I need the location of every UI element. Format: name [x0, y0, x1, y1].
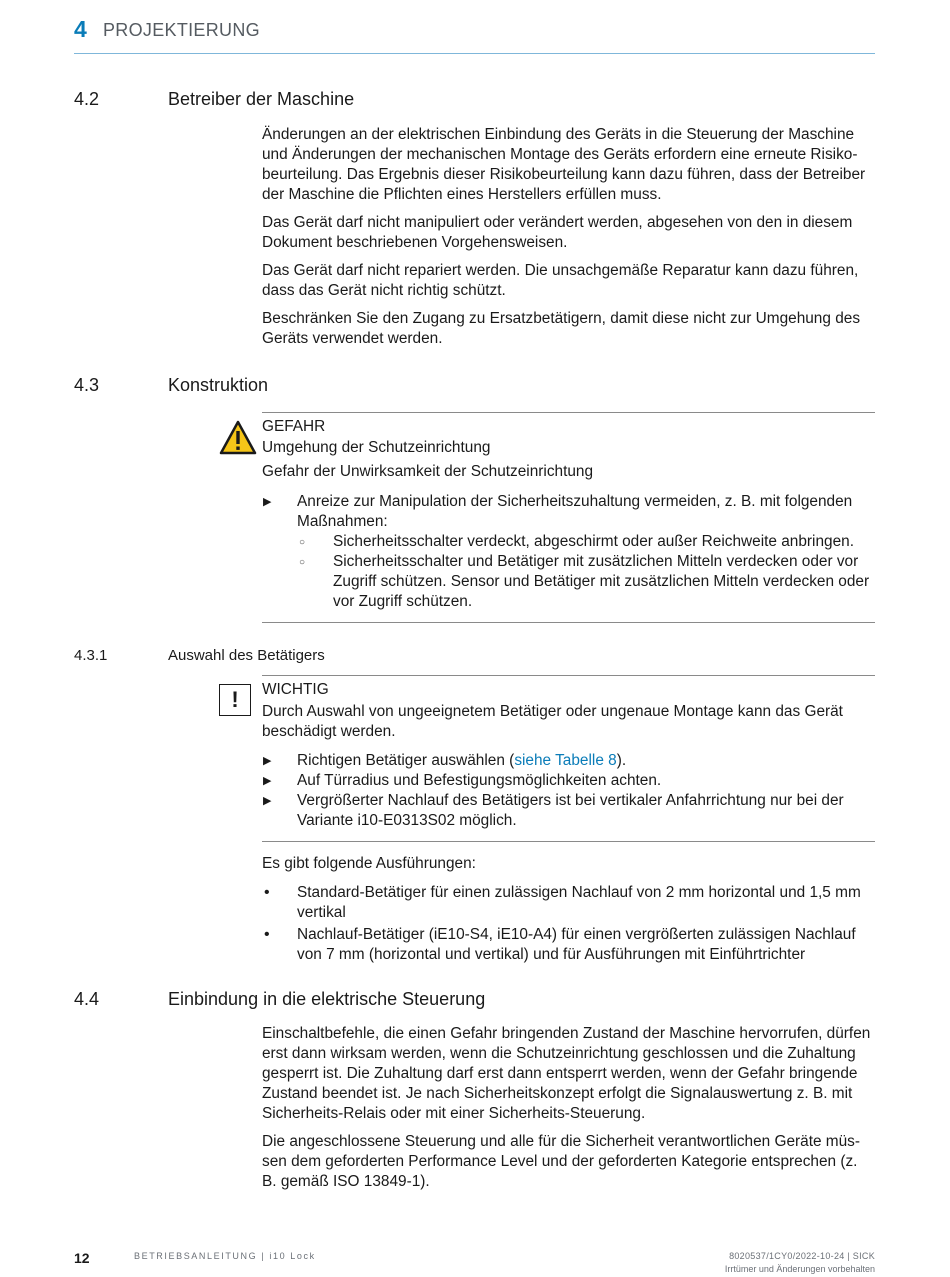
- exclamation-box-icon: !: [219, 684, 251, 716]
- section-body: [262, 125, 875, 357]
- section-number: 4.4: [74, 989, 100, 1009]
- header-divider: [74, 53, 875, 54]
- chapter-title: PROJEKTIERUNG: [103, 20, 260, 40]
- important-label: WICHTIG: [262, 681, 329, 698]
- list-item-text: Anreize zur Manipulation der Sicherheitszuhaltung vermeiden, z. B. mit folgenden Maßnahmen:: [297, 493, 853, 530]
- list-item: • Standard-Betätiger für einen zulässigen Nachlauf von 2 mm horizontal und 1,5 mm vertikal: [262, 883, 875, 923]
- danger-line: Gefahr der Unwirksamkeit der Schutzeinrichtung: [262, 463, 594, 480]
- list-item: • Nachlauf-Betätiger (iE10-S4, iE10-A4) für einen vergrößerten zulässigen Nachlauf von 7 mm (horizontal und vertikal) und für Ausführungen mit Einführtrichter: [262, 925, 875, 965]
- paragraph: Die angeschlossene Steuerung und alle für die Sicherheit verantwortlichen Geräte müssen dem geforderten Performance Level und der geforderten Kategorie entsprechen (z. B. gemäß ISO 13849-1).: [262, 1133, 861, 1190]
- section-title: Konstruktion: [168, 375, 269, 395]
- section-title: Einbindung in die elektrische Steuerung: [168, 989, 486, 1009]
- sub-list-item: ○ Sicherheitsschalter verdeckt, abgeschirmt oder außer Reichweite anbringen.: [297, 532, 875, 552]
- danger-line: Umgehung der Schutzeinrichtung: [262, 439, 491, 456]
- chapter-number: 4: [74, 16, 87, 42]
- section-title: Betreiber der Maschine: [168, 89, 355, 109]
- subsection-title: Auswahl des Betätigers: [168, 647, 325, 664]
- important-measures: [262, 751, 875, 831]
- list-item: ▶ Richtigen Betätiger auswählen (siehe Tabelle 8).: [262, 751, 875, 771]
- danger-text: [262, 438, 875, 482]
- paragraph: Änderungen an der elektrischen Einbindung des Geräts in die Steuerung der Maschine und Änderungen der mechanischen Montage des Geräts erfordern eine erneute Risikobeurteilung. Das Ergebnis dieser Risikobeurteilung kann dazu führen, dass der Betreiber der Maschine die Pflichten eines Herstellers erfüllen muss.: [262, 126, 866, 203]
- danger-label: GEFAHR: [262, 418, 326, 435]
- notice-bottom-rule: [262, 622, 875, 623]
- disclaimer: Irrtümer und Änderungen vorbehalten: [724, 1264, 875, 1274]
- paragraph: Das Gerät darf nicht repariert werden. Die unsachgemäße Reparatur kann dazu führen, dass das Gerät nicht richtig schützt.: [262, 262, 859, 299]
- important-text: Durch Auswahl von ungeeignetem Betätiger oder ungenaue Montage kann das Gerät beschädigt werden.: [262, 703, 843, 740]
- section-number: 4.2: [74, 89, 100, 109]
- section-number: 4.3: [74, 375, 100, 395]
- document-name: BETRIEBSANLEITUNG | i10 Lock: [134, 1251, 316, 1261]
- paragraph: Das Gerät darf nicht manipuliert oder verändert werden, abgesehen von den in diesem Dokument beschriebenen Vorgehensweisen.: [262, 214, 853, 251]
- list-item: ▶ Vergrößerter Nachlauf des Betätigers ist bei vertikaler Anfahrrichtung nur bei der Variante i10-E0313S02 möglich.: [262, 791, 875, 831]
- notice-top-rule: [262, 412, 875, 413]
- variants-list: [262, 883, 875, 965]
- sub-list-item: ○ Sicherheitsschalter und Betätiger mit zusätzlichen Mitteln verdecken oder vor Zugriff schützen. Sensor und Betätiger mit zusätzlichen Mitteln verdecken oder vor Zugriff schützen.: [297, 552, 875, 612]
- paragraph: Beschränken Sie den Zugang zu Ersatzbetätigern, damit diese nicht zur Umgehung des Geräts verwendet werden.: [262, 310, 861, 347]
- notice-bottom-rule: [262, 841, 875, 842]
- danger-measures: [262, 492, 875, 612]
- notice-top-rule: [262, 675, 875, 676]
- section-body: [262, 1024, 875, 1200]
- warning-triangle-icon: [219, 420, 257, 456]
- variants-intro: Es gibt folgende Ausführungen:: [262, 855, 476, 872]
- list-item: [262, 492, 875, 612]
- table-link[interactable]: siehe Tabelle 8: [514, 752, 617, 769]
- list-item: ▶ Auf Türradius und Befestigungsmöglichkeiten achten.: [262, 771, 875, 791]
- page-number: 12: [74, 1250, 90, 1266]
- document-code: 8020537/1CY0/2022-10-24 | SICK: [729, 1251, 875, 1261]
- paragraph: Einschaltbefehle, die einen Gefahr bringenden Zustand der Maschine hervorrufen, dürfen erst dann wirksam werden, wenn die Schutzeinrichtung geschlossen und die Zuhaltung gesperrt ist. Die Zuhaltung darf erst dann entsperrt werden, wenn der Gefahr bringende Zustand beendet ist. Je nach Sicherheitskonzept erfolgt die Signalauswertung z. B. mit Sicherheits-Relais oder mit einer Sicherheits-Steuerung.: [262, 1025, 871, 1122]
- subsection-number: 4.3.1: [74, 647, 108, 664]
